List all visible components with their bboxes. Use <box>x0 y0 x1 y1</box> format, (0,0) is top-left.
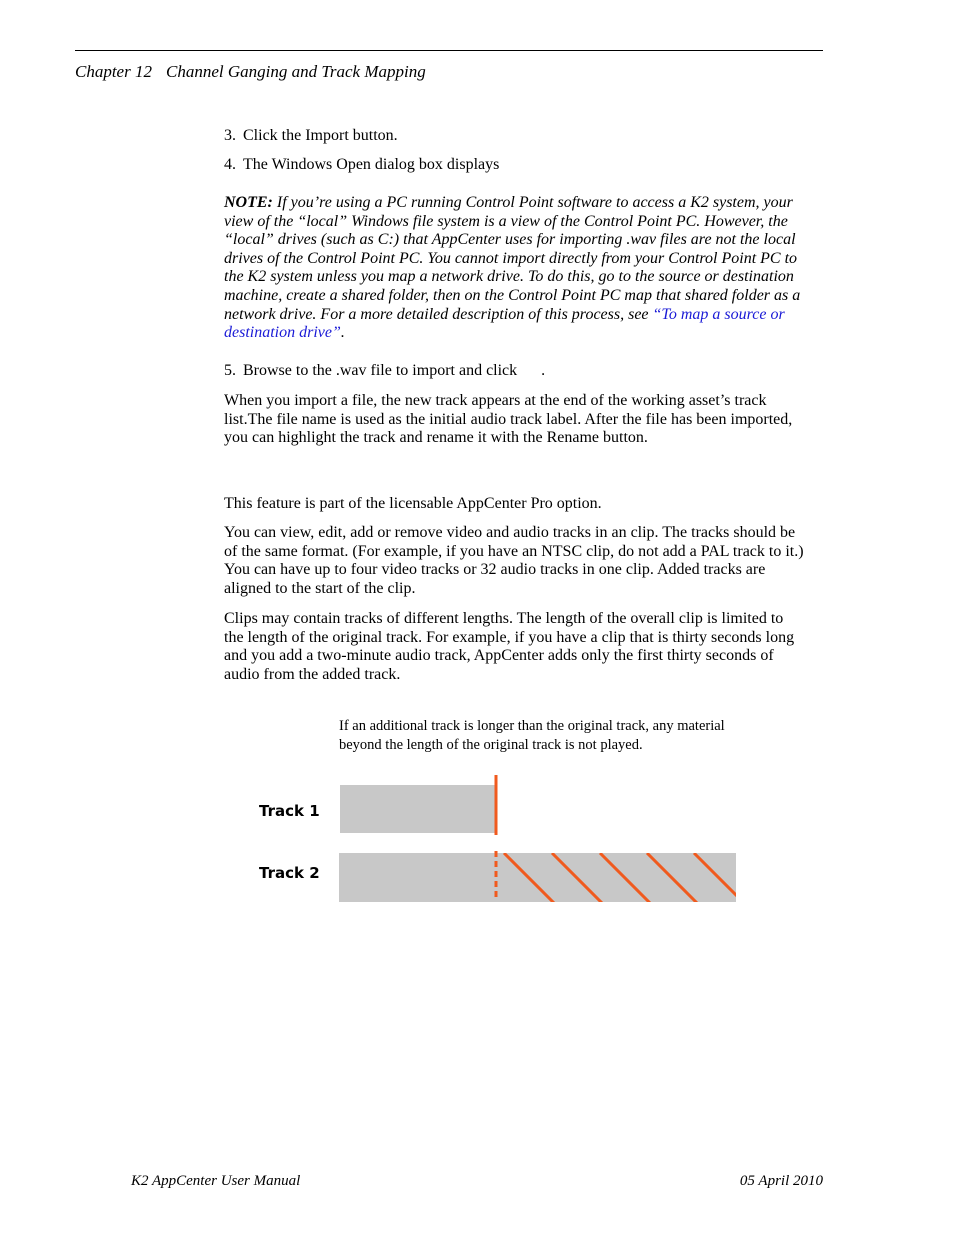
tracks-info-paragraph: You can view, edit, add or remove video and audio tracks in an clip. The tracks should be of the same format. (For example, if you have an NTSC clip, do not add a PAL track to it.) You can have up to four video tracks or 32 audio tracks in one clip. Added tracks are aligned to the start of the clip. <box>224 524 804 597</box>
pro-option-paragraph: This feature is part of the licensable AppCenter Pro option. <box>224 495 602 512</box>
track-length-figure <box>250 770 750 910</box>
chapter-title: Channel Ganging and Track Mapping <box>165 62 426 81</box>
page-header <box>75 62 426 82</box>
step-4: 4. The Windows Open dialog box displays <box>224 156 500 173</box>
lengths-info-paragraph: Clips may contain tracks of different lengths. The length of the overall clip is limited to the length of the original track. For example, if you have a clip that is thirty seconds long and you add a two-minute audio track, AppCenter adds only the first thirty seconds of audio from the added track. <box>224 610 795 683</box>
track-1-bar <box>340 785 496 833</box>
note-label: NOTE: <box>224 194 273 211</box>
note-text: If you’re using a PC running Control Point software to access a K2 system, your view of the “local” Windows file system is a view of the Control Point PC. However, the “local” drives (such as C:) that AppCenter uses for importing .wav files are not the local drives of the Control Point PC. You cannot import directly from your Control Point PC to the K2 system unless you map a network drive. To do this, go to the source or destination machine, create a shared folder, then on the Control Point PC map that shared folder as a network drive. For a more detailed description of this process, see <box>224 194 801 323</box>
track-2-bar <box>339 853 736 902</box>
track-diagram <box>250 770 750 910</box>
step-5: 5. Browse to the .wav file to import and click . <box>224 362 546 379</box>
header-rule <box>75 50 823 51</box>
import-result-paragraph: When you import a file, the new track appears at the end of the working asset’s track list.The file name is used as the initial audio track label. After the file has been imported, you can highlight the track and rename it with the Rename button. <box>224 392 793 447</box>
step-3: 3. Click the Import button. <box>224 127 398 144</box>
map-drive-link[interactable]: “To map a source or destination drive” <box>224 305 785 342</box>
figure-caption: If an additional track is longer than the original track, any material beyond the length of the original track is not played. <box>339 718 725 753</box>
note-block: NOTE: If you’re using a PC running Control Point software to access a K2 system, your view of the “local” Windows file system is a view of the Control Point PC. However, the “local” drives (such as C:) that AppCenter uses for importing .wav files are not the local drives of the Control Point PC. You cannot import directly from your Control Point PC to the K2 system unless you map a network drive. To do this, go to the source or destination machine, create a shared folder, then on the Control Point PC map that shared folder as a network drive. For a more detailed description of this process, see “To map a source or destination drive”. <box>224 194 801 342</box>
chapter-number: Chapter 12 <box>75 62 152 81</box>
track-1-label: Track 1 <box>259 802 320 820</box>
footer-manual-title: K2 AppCenter User Manual <box>131 1173 301 1189</box>
track-2-label: Track 2 <box>259 864 320 882</box>
footer-date: 05 April 2010 <box>739 1173 823 1189</box>
